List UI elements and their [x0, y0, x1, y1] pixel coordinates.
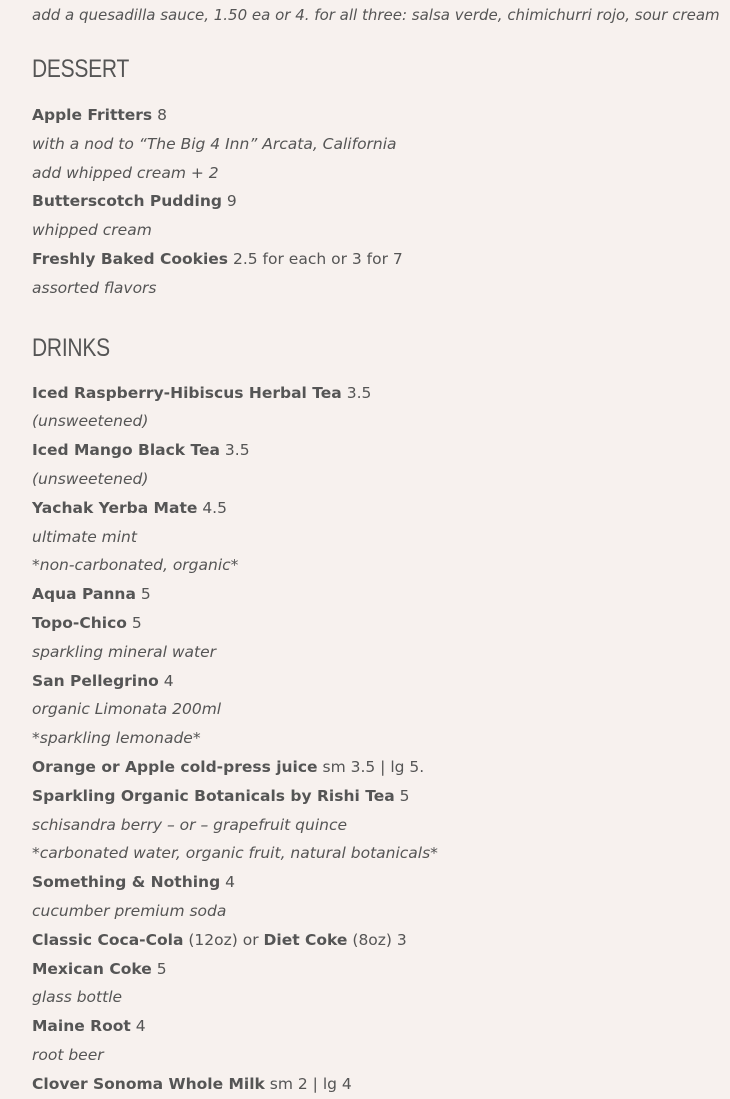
- item-name: Iced Mango Black Tea: [32, 441, 220, 460]
- drink-item-clover-milk: [32, 1070, 722, 1099]
- item-note: *non-carbonated, organic*: [32, 556, 239, 575]
- quesadilla-sauce-note: add a quesadilla sauce, 1.50 ea or 4. for all three: salsa verde, chimichurri rojo, sour cream: [32, 6, 720, 24]
- item-price: 4: [225, 873, 235, 892]
- drink-item-topo-chico: [32, 609, 722, 667]
- item-price: 4: [163, 671, 174, 690]
- drink-item-cold-press-juice: [32, 753, 722, 782]
- item-name: Orange or Apple cold-press juice: [32, 757, 318, 776]
- item-price: 5: [131, 613, 142, 632]
- item-price: 4: [135, 1017, 146, 1036]
- item-name: Maine Root: [32, 1017, 131, 1036]
- drinks-heading: DRINKS: [32, 333, 110, 362]
- drink-item-mexican-coke: [32, 955, 722, 1013]
- drink-item-yerba-mate: [32, 494, 722, 580]
- item-note: ultimate mint: [32, 527, 137, 546]
- item-name: Butterscotch Pudding: [32, 192, 222, 211]
- item-note: glass bottle: [32, 988, 123, 1007]
- item-note: (unsweetened): [32, 469, 149, 488]
- item-note: cucumber premium soda: [32, 901, 227, 920]
- item-name-secondary: Diet Coke: [263, 930, 348, 949]
- drink-item-rishi-botanicals: [32, 782, 722, 868]
- item-name: Sparkling Organic Botanicals by Rishi Tea: [32, 786, 395, 805]
- dessert-item-cookies: [32, 245, 722, 303]
- item-price: sm 2 | lg 4: [269, 1074, 352, 1093]
- item-note: assorted flavors: [32, 278, 157, 297]
- drink-item-coca-cola: [32, 926, 722, 955]
- item-price: 3.5: [346, 383, 372, 402]
- item-price: 5: [140, 585, 151, 604]
- item-size: (12oz) or: [188, 930, 259, 949]
- item-note: *carbonated water, organic fruit, natural botanicals*: [32, 844, 438, 863]
- item-name: Aqua Panna: [32, 585, 136, 604]
- item-note: sparkling mineral water: [32, 642, 216, 661]
- item-price: 5: [399, 786, 410, 805]
- drink-item-raspberry-hibiscus-tea: [32, 379, 722, 437]
- drink-item-mango-black-tea: [32, 436, 722, 494]
- item-name: Apple Fritters: [32, 106, 153, 124]
- item-price: 5: [156, 959, 167, 978]
- item-name: Mexican Coke: [32, 959, 152, 978]
- dessert-heading: DESSERT: [32, 55, 130, 83]
- dessert-item-butterscotch-pudding: [32, 187, 722, 245]
- item-note: root beer: [32, 1045, 104, 1064]
- drink-item-something-and-nothing: [32, 868, 722, 926]
- item-price: 3.5: [224, 441, 250, 460]
- item-name: Yachak Yerba Mate: [32, 498, 198, 517]
- item-price: 8: [157, 106, 167, 124]
- item-note: whipped cream: [32, 221, 152, 240]
- item-note: (unsweetened): [32, 412, 149, 431]
- item-name: Freshly Baked Cookies: [32, 249, 229, 268]
- item-price: 2.5 for each or 3 for 7: [232, 249, 403, 268]
- item-note: add whipped cream + 2: [32, 163, 219, 182]
- drink-item-aqua-panna: [32, 580, 722, 609]
- item-price: sm 3.5 | lg 5.: [322, 757, 425, 776]
- item-note: organic Limonata 200ml: [32, 700, 222, 719]
- item-name: Topo-Chico: [32, 613, 127, 632]
- item-note: with a nod to “The Big 4 Inn” Arcata, California: [32, 134, 397, 153]
- dessert-item-apple-fritters: [32, 101, 722, 187]
- item-note: schisandra berry – or – grapefruit quince: [32, 815, 348, 834]
- menu: [32, 0, 722, 1099]
- drink-item-maine-root: [32, 1012, 722, 1070]
- item-price: 9: [226, 192, 237, 211]
- item-name: Classic Coca-Cola: [32, 930, 184, 949]
- item-name: Iced Raspberry-Hibiscus Herbal Tea: [32, 383, 342, 402]
- item-name: Something & Nothing: [32, 873, 221, 892]
- item-name: Clover Sonoma Whole Milk: [32, 1074, 265, 1093]
- item-price: (8oz) 3: [352, 930, 407, 949]
- item-price: 4.5: [202, 498, 227, 517]
- drink-item-san-pellegrino: [32, 667, 722, 753]
- item-name: San Pellegrino: [32, 671, 159, 690]
- item-note: *sparkling lemonade*: [32, 729, 201, 748]
